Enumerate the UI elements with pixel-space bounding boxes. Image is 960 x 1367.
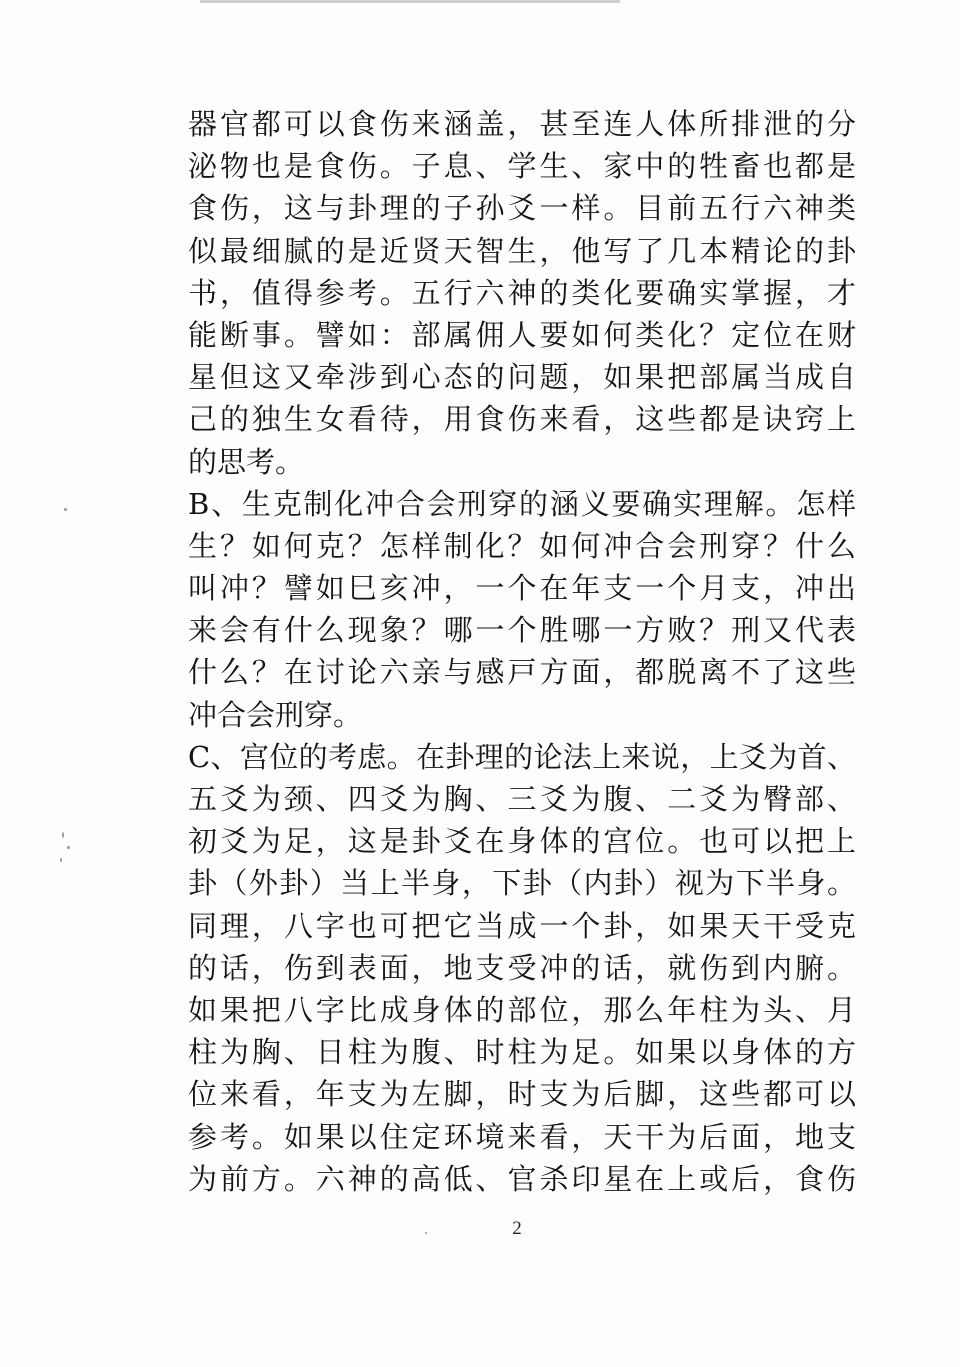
scan-speck — [67, 846, 70, 849]
text-line: 己的独生女看待，用食伤来看，这些都是诀窍上 — [188, 402, 856, 437]
text-line: 星但这又牵涉到心态的问题，如果把部属当成自 — [188, 360, 856, 395]
text-line: 为前方。六神的高低、官杀印星在上或后，食伤 — [188, 1161, 856, 1196]
text-line: 卦（外卦）当上半身，下卦（内卦）视为下半身。 — [188, 866, 856, 901]
text-line: 食伤，这与卦理的子孙爻一样。目前五行六神类 — [188, 191, 856, 226]
text-line: 同理，八字也可把它当成一个卦，如果天干受克 — [188, 908, 856, 943]
text-line: 生？如何克？怎样制化？如何冲合会刑穿？什么 — [188, 528, 856, 563]
text-line: 来会有什么现象？哪一个胜哪一方败？刑又代表 — [188, 613, 856, 648]
text-line: 泌物也是食伤。子息、学生、家中的牲畜也都是 — [188, 149, 856, 184]
scan-speck — [60, 858, 62, 862]
text-line: C、宫位的考虑。在卦理的论法上来说，上爻为首、 — [188, 739, 856, 774]
scan-speck — [425, 1232, 427, 1234]
page-number: 2 — [512, 1218, 522, 1239]
text-line: 如果把八字比成身体的部位，那么年柱为头、月 — [188, 992, 856, 1027]
text-line: 能断事。譬如：部属佣人要如何类化？定位在财 — [188, 317, 856, 352]
top-edge-mark — [200, 0, 620, 3]
text-line: 的话，伤到表面，地支受冲的话，就伤到内腑。 — [188, 950, 856, 985]
scan-speck — [64, 508, 67, 511]
text-line: 五爻为颈、四爻为胸、三爻为腹、二爻为臀部、 — [188, 782, 856, 816]
text-line: 位来看，年支为左脚，时支为后脚，这些都可以 — [188, 1077, 856, 1112]
body-text — [188, 103, 856, 1200]
text-line: 柱为胸、日柱为腹、时柱为足。如果以身体的方 — [188, 1035, 856, 1070]
text-line: B、生克制化冲合会刑穿的涵义要确实理解。怎样 — [188, 486, 856, 521]
text-line: 参考。如果以住定环境来看，天干为后面，地支 — [188, 1119, 856, 1154]
text-line: 叫冲？譬如巳亥冲，一个在年支一个月支，冲出 — [188, 571, 856, 606]
text-line: 书，值得参考。五行六神的类化要确实掌握，才 — [188, 275, 856, 310]
scan-speck — [62, 832, 64, 838]
text-line: 似最细腻的是近贤天智生，他写了几本精论的卦 — [188, 233, 856, 268]
text-line: 器官都可以食伤来涵盖，甚至连人体所排泄的分 — [188, 107, 856, 141]
text-line: 冲合会刑穿。 — [188, 697, 363, 732]
text-line: 初爻为足，这是卦爻在身体的宫位。也可以把上 — [188, 824, 856, 859]
text-line: 什么？在讨论六亲与感戸方面，都脱离不了这些 — [188, 655, 856, 690]
text-line: 的思考。 — [188, 444, 305, 479]
